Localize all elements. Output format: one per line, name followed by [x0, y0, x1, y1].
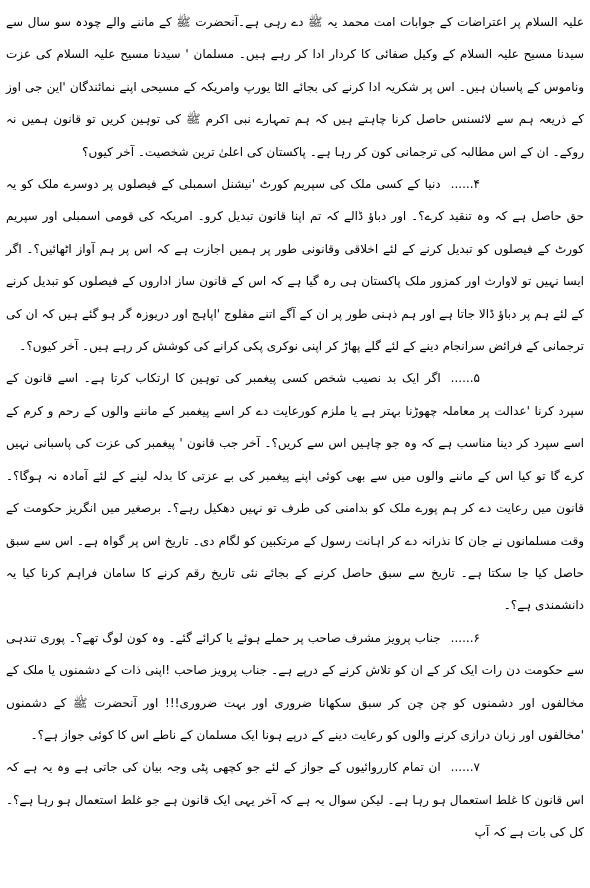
paragraph-continuation — [6, 6, 584, 168]
paragraph-7 — [6, 751, 584, 848]
paragraph-5 — [6, 362, 584, 621]
paragraph-text: علیہ السلام پر اعتراضات کے جوابات امت محمد یہ ﷺ دے رہی ہے۔آنحضرت ﷺ کے ماننے والے چودہ سو سال سے سیدنا مسیح علیہ السلام کے وکیل صفائی کا کردار ادا کر رہے ہیں۔ مسلمان ' سیدنا مسیح علیہ السلام کی عزت وناموس کے پاسبان ہیں۔ اس پر شکریہ ادا کرنے کی بجائے الٹا یورپ وامریکہ کے مسیحی اپنے نمائندگان 'این جی اوز کے ذریعہ ہم سے لائسنس حاصل کرنا چاہتے ہیں کہ ہم تمہارے نبی اکرم ﷺ کی توہین کریں تو قانون ہمیں نہ روکے۔ ان کے اس مطالبہ کی ترجمانی کون کر رہا ہے۔ پاکستان کی اعلیٰ ترین شخصیت۔ آخر کیوں؟ — [6, 15, 584, 159]
paragraph-number: ۶...... — [450, 630, 480, 645]
paragraph-number: ۷...... — [450, 760, 480, 775]
paragraph-6 — [6, 622, 584, 752]
paragraph-number: ۴...... — [450, 177, 480, 192]
paragraph-text: اگر ایک بد نصیب شخص کسی پیغمبر کی توہین کا ارتکاب کرتا ہے۔ اسے قانون کے سپرد کرنا 'عدالت پر معاملہ چھوڑنا بہتر ہے یا ملزم کورعایت دے کر اسے پیغمبر کے ماننے والوں کے رحم و کرم کے اسے سپرد کر دینا مناسب ہے کہ وہ جو چاہیں اس سے کریں؟۔ آخر جب قانون ' پیغمبر کی عزت کی پاسبانی نہیں کرے گا تو کیا اس کے ماننے والوں میں سے بھی کوئی اپنے پیغمبر کی بے عزتی کا بدلہ لینے کے لئے آمادہ نہ ہوگا؟۔ قانون میں رعایت دے کر ہم پورے ملک کو بدامنی کی طرف تو نہیں دھکیل رہے؟۔ برصغیر میں انگریز حکومت کے وقت مسلمانوں نے جان کا نذرانہ دے کر اہانت رسول کے مرتکبین کو لگام دی۔ تاریخ اس پر گواہ ہے۔ اس سے سبق حاصل کیا جا سکتا ہے۔ تاریخ سے سبق حاصل کرنے کے بجائے نئی تاریخ رقم کرنے کا سامان فراہم کرنا کیا یہ دانشمندی ہے؟۔ — [6, 371, 584, 613]
paragraph-text: ان تمام کارروائیوں کے جواز کے لئے جو کچھی پٹی وجہ بیان کی جاتی ہے وہ یہ ہے کہ اس قانون کا غلط استعمال ہو رہا ہے۔ لیکن سوال یہ ہے کہ آخر یہی ایک قانون ہے جو غلط استعمال ہو رہا ہے؟۔ کل کی بات ہے کہ آپ — [6, 760, 584, 840]
paragraph-number: ۵...... — [450, 371, 480, 386]
paragraph-text: جناب پرویز مشرف صاحب پر حملے ہوئے یا کرائے گئے۔ وہ کون لوگ تھے؟۔ پوری تندہی سے حکومت دن رات ایک کر کے ان کو تلاش کرنے کے درپے ہے۔ جناب پرویز صاحب !اپنی ذات کے دشمنوں یا ملک کے مخالفوں اور دشمنوں کو چن چن کر سبق سکھانا ضروری اور بہت ضروری!!! اور آنحضرت ﷺ کے دشمنوں 'مخالفوں اور زبان درازی کرنے والوں کو رعایت دینے کے درپے ہونا ایک مسلمان کے ناطے اس کا کوئی جواز ہے؟۔ — [6, 630, 584, 742]
paragraph-text: دنیا کے کسی ملک کی سپریم کورٹ 'نیشنل اسمبلی کے فیصلوں پر دوسرے ملک کو یہ حق حاصل ہے کہ وہ تنقید کرے؟۔ اور دباؤ ڈالے کہ تم اپنا قانون تبدیل کرو۔ امریکہ کی قومی اسمبلی اور سپریم کورٹ کے فیصلوں کو تبدیل کرنے کے لئے اخلاقی وقانونی طور پر ہمیں اجازت ہے کہ اس پر ہم آواز اٹھائیں؟۔ اگر ایسا نہیں تو لاوارث اور کمزور ملک پاکستان ہی رہ گیا ہے کہ اس کے قانون ساز اداروں کے فیصلوں کو تبدیل کرنے کے لئے ہم پر دباؤ ڈالا جاتا ہے اور ہم ذہنی طور پر ان کے آگے اتنے مفلوج 'اپاہج اور دریوزہ گر ہو گئے ہیں کہ ان کی ترجمانی کے فرائض سرانجام دینے کے لئے گلے پھاڑ کر اپنی نوکری پکی کرانے کی کوشش کر رہے ہیں۔ آخر کیوں؟۔ — [6, 177, 584, 354]
paragraph-4 — [6, 168, 584, 362]
document-page — [6, 6, 584, 849]
